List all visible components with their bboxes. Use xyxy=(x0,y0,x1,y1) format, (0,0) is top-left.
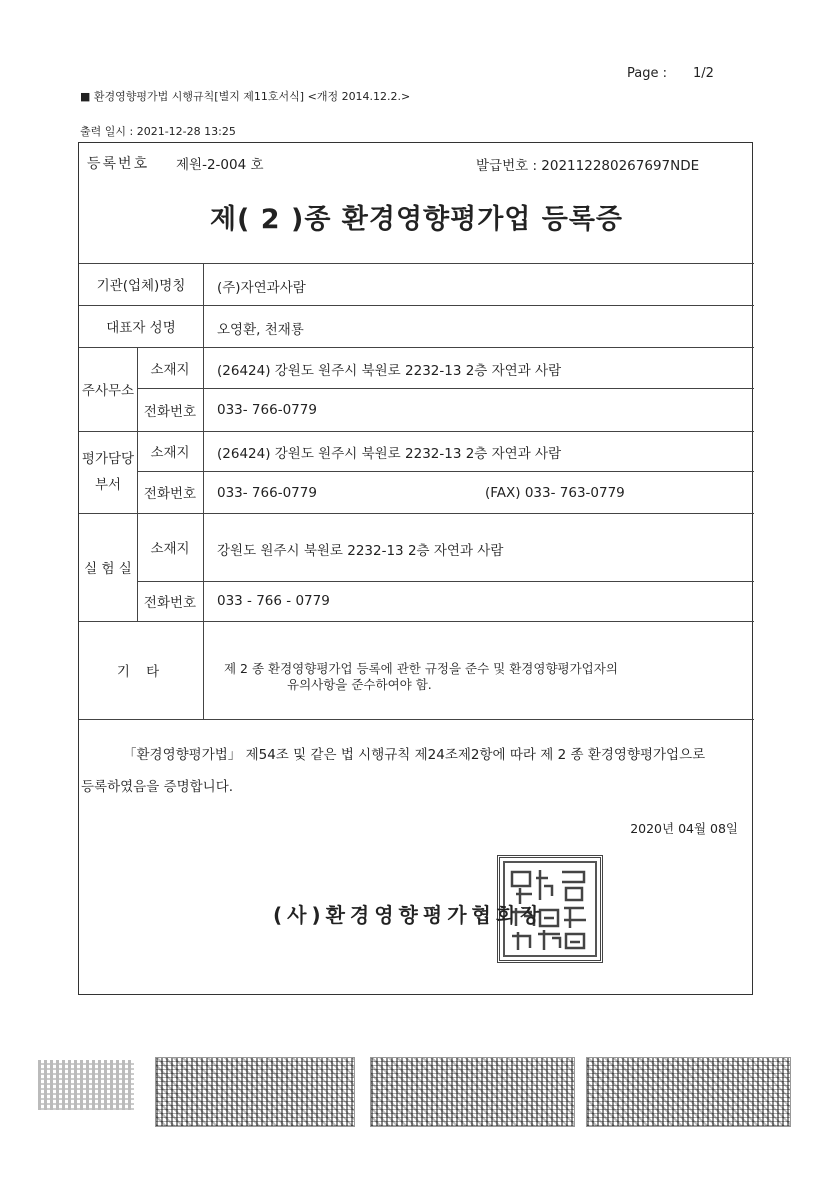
evaluation-dept-label-line1: 평가담당 xyxy=(81,451,135,467)
certificate-title: 제( 2 )종 환경영향평가업 등록증 xyxy=(209,204,624,235)
office-address-label: 소재지 xyxy=(150,361,190,378)
representative-value: 오영환, 천재룡 xyxy=(217,322,304,338)
print-date: 출력 일시 : 2021-12-28 13:25 xyxy=(80,125,236,138)
divider xyxy=(79,719,754,720)
evaluation-dept-label xyxy=(79,431,137,513)
registration-number: 제원-2-004 호 xyxy=(176,157,264,173)
laboratory-label: 실 험 실 xyxy=(84,561,132,577)
divider xyxy=(137,581,754,582)
etc-label: 기 타 xyxy=(116,664,166,680)
certification-statement xyxy=(79,739,754,803)
certification-line1: 「환경영향평가법」 제54조 및 같은 법 시행규칙 제24조제2항에 따라 제 2 종 환경영향평가업으로 xyxy=(123,747,706,763)
issue-date: 2020년 04월 08일 xyxy=(630,821,738,836)
dept-fax-value: (FAX) 033- 763-0779 xyxy=(485,485,625,501)
security-barcode xyxy=(155,1057,355,1127)
dept-address-value: (26424) 강원도 원주시 북원로 2232-13 2층 자연과 사람 xyxy=(217,446,562,462)
security-barcode xyxy=(586,1057,791,1127)
registration-label: 등록번호 xyxy=(87,156,150,172)
lab-phone-value: 033 - 766 - 0779 xyxy=(217,593,330,609)
form-reference: ■ 환경영향평가법 시행규칙[별지 제11호서식] <개정 2014.12.2.> xyxy=(80,90,411,103)
page-indicator xyxy=(627,66,714,81)
certification-line2: 등록하였음을 증명합니다. xyxy=(81,779,234,795)
page-label: Page : xyxy=(627,66,667,81)
representative-label: 대표자 성명 xyxy=(106,320,176,336)
divider xyxy=(203,263,204,719)
dept-phone-value: 033- 766-0779 xyxy=(217,485,317,501)
org-name-value: (주)자연과사람 xyxy=(217,280,306,296)
lab-phone-label: 전화번호 xyxy=(143,595,197,611)
divider xyxy=(137,388,754,389)
office-phone-value: 033- 766-0779 xyxy=(217,402,317,418)
page-value: 1/2 xyxy=(692,66,714,81)
office-phone-label: 전화번호 xyxy=(143,403,197,420)
etc-text-line2: 유의사항을 준수하여야 함. xyxy=(287,677,432,692)
issuer-name: (사)환경영향평가협회장 xyxy=(273,903,545,927)
security-barcode xyxy=(370,1057,575,1127)
office-address-value: (26424) 강원도 원주시 북원로 2232-13 2층 자연과 사람 xyxy=(217,363,562,379)
dept-phone-label: 전화번호 xyxy=(143,486,197,502)
certificate-frame xyxy=(78,142,753,995)
lab-address-label: 소재지 xyxy=(150,541,190,557)
issue-number: 발급번호 : 202112280267697NDE xyxy=(476,158,700,174)
lab-address-value: 강원도 원주시 북원로 2232-13 2층 자연과 사람 xyxy=(217,543,504,559)
evaluation-dept-label-line2: 부서 xyxy=(94,477,122,493)
watermark-logo xyxy=(38,1060,134,1110)
main-office-label: 주사무소 xyxy=(81,383,135,399)
org-name-label: 기관(업체)명칭 xyxy=(96,278,186,294)
divider xyxy=(137,471,754,472)
etc-text-line1: 제 2 종 환경영향평가업 등록에 관한 규정을 준수 및 환경영향평가업자의 xyxy=(224,661,618,676)
dept-address-label: 소재지 xyxy=(150,445,190,461)
